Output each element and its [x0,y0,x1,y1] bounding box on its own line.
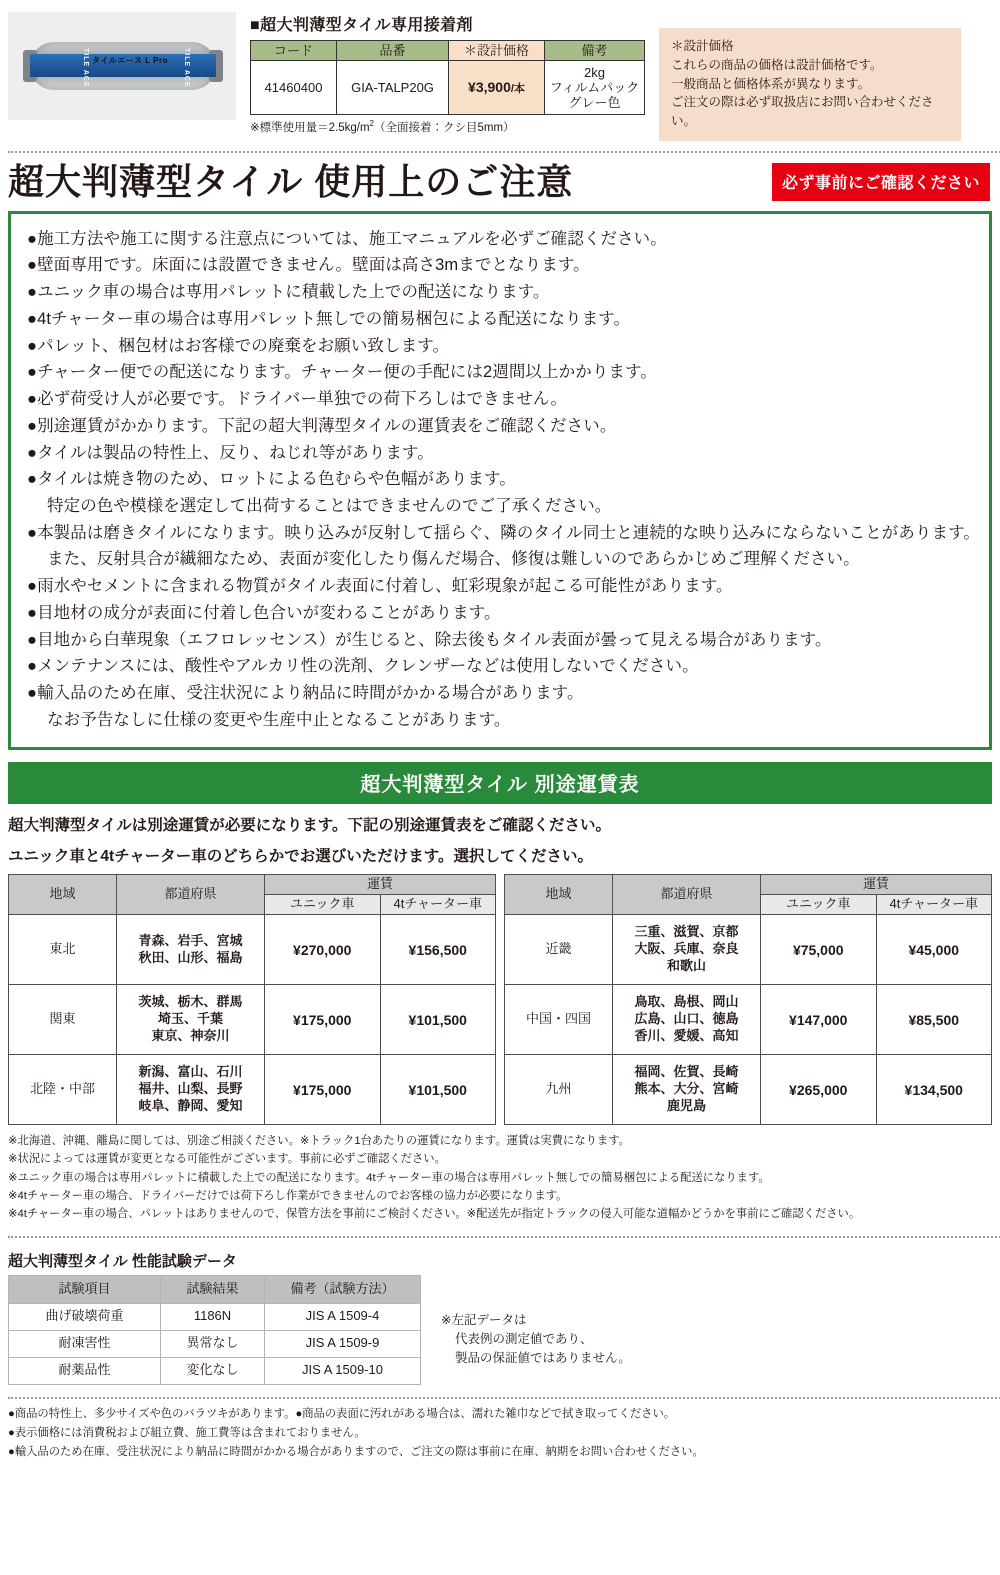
freight-table-left [8,874,496,1125]
cell-region: 近畿 [505,915,613,985]
prefecture-line: 青森、岩手、宮城 [138,932,243,948]
table-row [505,915,992,985]
table-row [9,1357,421,1384]
prefecture-line: 埼玉、千葉 [157,1011,223,1027]
cell-prefectures [613,915,761,985]
adhesive-tube-graphic [30,42,216,90]
test-data-flex [8,1275,992,1385]
cell-remark [545,61,645,115]
cell-unic-fare: ¥147,000 [761,985,877,1055]
freight-note: ※北海道、沖縄、離島に関しては、別途ご相談ください。※トラック1台あたりの運賃になります。運賃は実費になります。 [8,1135,630,1148]
cell-unic-fare: ¥75,000 [761,915,877,985]
caution-item: ●目地から白華現象（エフロレッセンス）が生じると、除去後もタイル表面が曇って見える場合があります。 [27,630,832,649]
tube-brand-text: タイルエース L Pro [92,56,168,65]
cell-prefectures [613,985,761,1055]
cell-region: 北陸・中部 [9,1055,117,1125]
prefecture-line: 岐阜、静岡、愛知 [138,1098,243,1114]
remark-line-3: グレー色 [568,95,621,111]
cell-prefectures [117,1055,265,1125]
test-data-note [441,1311,631,1368]
cell-unic-fare: ¥175,000 [265,985,381,1055]
prefecture-line: 鳥取、島根、岡山 [634,994,739,1010]
prefecture-line: 茨城、栃木、群馬 [138,994,243,1010]
caution-subline: なお予告なしに仕様の変更や生産中止となることがあります。 [47,710,511,729]
test-data-title: 超大判薄型タイル 性能試験データ [8,1252,237,1270]
table-row [9,1303,421,1330]
cell-charter-fare: ¥134,500 [876,1055,992,1125]
cell-charter-fare: ¥101,500 [380,985,496,1055]
test-note-line-3: 製品の保証値ではありません。 [455,1350,631,1365]
header-price: ＊設計価格 [449,41,545,61]
cell-test-result: 異常なし [161,1330,265,1357]
prefecture-line: 大阪、兵庫、奈良 [634,941,739,957]
header-unic: ユニック車 [265,895,381,915]
cell-prefectures [117,915,265,985]
prefecture-line: 秋田、山形、福島 [138,949,243,965]
cell-charter-fare: ¥45,000 [876,915,992,985]
prefecture-line: 福井、山梨、長野 [138,1081,243,1097]
cell-charter-fare: ¥85,500 [876,985,992,1055]
freight-table-right [504,874,992,1125]
design-price-note-line-3: 一般商品と価格体系が異なります。 [671,76,871,91]
table-header-row [251,41,645,61]
cell-test-method: JIS A 1509-4 [265,1303,421,1330]
cell-region: 東北 [9,915,117,985]
page-title: 超大判薄型タイル 使用上のご注意 [8,160,574,202]
header-charter: 4tチャーター車 [876,895,992,915]
cell-charter-fare: ¥156,500 [380,915,496,985]
cell-test-item: 耐薬品性 [9,1357,161,1384]
footer-notes [8,1405,992,1462]
caution-item: ●本製品は磨きタイルになります。映り込みが反射して揺らぐ、隣のタイル同士と連続的な映り込みにならないことがあります。 [27,523,980,542]
cell-test-result: 変化なし [161,1357,265,1384]
price-value: ¥3,900 [468,79,511,96]
table-row [251,61,645,115]
header-model: 品番 [337,41,449,61]
must-check-badge: 必ず事前にご確認ください [772,163,990,201]
test-note-line-1: ※左記データは [441,1312,527,1327]
adhesive-section [0,0,1000,141]
caution-header [0,153,1000,205]
freight-left-body [9,915,496,1125]
freight-lead-1: 超大判薄型タイルは別途運賃が必要になります。下記の別途運賃表をご確認ください。 [8,817,611,835]
header-region: 地域 [505,875,613,915]
footer-note: ●輸入品のため在庫、受注状況により納品に時間がかかる場合がありますので、ご注文の際は事前に在庫、納期をお問い合わせください。 [8,1445,704,1458]
cell-test-item: 耐凍害性 [9,1330,161,1357]
cell-code: 41460400 [251,61,337,115]
adhesive-table [250,40,645,115]
prefecture-line: 福岡、佐賀、長崎 [634,1064,739,1080]
prefecture-line: 香川、愛媛、高知 [634,1028,739,1044]
header-remark: 備考 [545,41,645,61]
freight-right-body [505,915,992,1125]
cell-price [449,61,545,115]
table-row [9,985,496,1055]
cell-prefectures [117,985,265,1055]
caution-subline: また、反射具合が繊細なため、表面が変化したり傷んだ場合、修復は難しいのであらかじめご理解ください。 [47,550,860,569]
prefecture-line: 新潟、富山、石川 [138,1064,243,1080]
remark-line-1: 2kg [584,64,605,80]
cell-unic-fare: ¥175,000 [265,1055,381,1125]
design-price-note-box [659,28,961,141]
table-row [9,1055,496,1125]
freight-note: ※4tチャーター車の場合、パレットはありませんので、保管方法を事前にご検討ください。※配送先が指定トラックの侵入可能な道幅かどうかを事前にご確認ください。 [8,1208,861,1221]
test-note-line-2: 代表例の測定値であり、 [455,1331,593,1346]
header-unic: ユニック車 [761,895,877,915]
divider-test [8,1236,1000,1238]
prefecture-line: 和歌山 [666,958,706,974]
caution-item: ●ユニック車の場合は専用パレットに積載した上での配送になります。 [27,283,550,302]
remark-line-2: フィルムパック [549,80,640,96]
caution-item: ●壁面専用です。床面には設置できません。壁面は高さ3mまでとなります。 [27,256,590,275]
freight-notes [8,1132,992,1223]
usage-note-superscript: 2 [369,119,374,129]
caution-item: ●目地材の成分が表面に付着し色合いが変わることがあります。 [27,603,501,622]
cell-charter-fare: ¥101,500 [380,1055,496,1125]
freight-note: ※ユニック車の場合は専用パレットに積載した上での配送になります。4tチャーター車の場合は専用パレット無しでの簡易梱包による配送になります。 [8,1171,770,1184]
cell-region: 中国・四国 [505,985,613,1055]
cell-unic-fare: ¥270,000 [265,915,381,985]
prefecture-line: 東京、神奈川 [151,1028,230,1044]
test-data-table [8,1275,421,1385]
header-test-result: 試験結果 [161,1275,265,1303]
caution-item: ●チャーター便での配送になります。チャーター便の手配には2週間以上かかります。 [27,363,657,382]
design-price-note-line-1: ＊設計価格 [671,39,734,53]
caution-list-box [8,211,992,751]
adhesive-usage-note [250,119,645,135]
footer-note: ●商品の特性上、多少サイズや色のバラツキがあります。●商品の表面に汚れがある場合は、濡れた雑巾などで拭き取ってください。 [8,1407,676,1420]
cell-region: 関東 [9,985,117,1055]
freight-lead-2: ユニック車と4tチャーター車のどちらかでお選びいただけます。選択してください。 [8,848,593,866]
cell-model: GIA-TALP20G [337,61,449,115]
product-photo [8,12,236,120]
prefecture-line: 広島、山口、徳島 [634,1011,739,1027]
caution-subline: 特定の色や模様を選定して出荷することはできませんのでご了承ください。 [47,496,612,515]
header-region: 地域 [9,875,117,915]
caution-item: ●別途運賃がかかります。下記の超大判薄型タイルの運賃表をご確認ください。 [27,416,617,435]
tube-vertical-text-right: TILE ACE [183,48,190,88]
test-data-section [8,1250,992,1385]
table-row [505,1055,992,1125]
cell-test-method: JIS A 1509-9 [265,1330,421,1357]
table-header-row [9,875,496,895]
price-unit: /本 [510,83,525,96]
prefecture-line: 鹿児島 [666,1098,706,1114]
header-fare: 運賃 [761,875,992,895]
prefecture-line: 三重、滋賀、京都 [634,924,739,940]
footer-note: ●表示価格には消費税および組立費、施工費等は含まれておりません。 [8,1426,366,1439]
caution-item: ●雨水やセメントに含まれる物質がタイル表面に付着し、虹彩現象が起こる可能性があります。 [27,577,733,596]
header-test-method: 備考（試験方法） [265,1275,421,1303]
caution-item: ●輸入品のため在庫、受注状況により納品に時間がかかる場合があります。 [27,683,584,702]
cell-prefectures [613,1055,761,1125]
caution-item: ●タイルは焼き物のため、ロットによる色むらや色幅があります。 [27,470,516,489]
table-row [9,915,496,985]
prefecture-line: 熊本、大分、宮崎 [634,1081,739,1097]
tube-vertical-text-left: TILE ACE [82,48,89,88]
usage-note-pre: ※標準使用量＝2.5kg/m [250,122,370,135]
caution-item: ●タイルは製品の特性上、反り、ねじれ等があります。 [27,443,434,462]
header-prefecture: 都道府県 [613,875,761,915]
caution-item: ●必ず荷受け人が必要です。ドライバー単独での荷下ろしはできません。 [27,390,568,409]
caution-item: ●メンテナンスには、酸性やアルカリ性の洗剤、クレンザーなどは使用しないでください。 [27,657,699,676]
freight-note: ※状況によっては運賃が変更となる可能性がございます。事前に必ずご確認ください。 [8,1153,446,1166]
header-fare: 運賃 [265,875,496,895]
header-prefecture: 都道府県 [117,875,265,915]
cell-region: 九州 [505,1055,613,1125]
cell-test-method: JIS A 1509-10 [265,1357,421,1384]
usage-note-post: （全面接着：クシ目5mm） [374,122,515,135]
table-header-row [9,1275,421,1303]
table-header-row [505,875,992,895]
freight-note: ※4tチャーター車の場合、ドライバーだけでは荷下ろし作業ができませんのでお客様の協力が必要になります。 [8,1190,568,1203]
adhesive-title: ■超大判薄型タイル専用接着剤 [250,17,473,34]
caution-item: ●パレット、梱包材はお客様での廃棄をお願い致します。 [27,336,450,355]
caution-item: ●4tチャーター車の場合は専用パレット無しでの簡易梱包による配送になります。 [27,309,631,328]
table-row [505,985,992,1055]
table-row [9,1330,421,1357]
freight-tables [8,874,992,1125]
design-price-note-line-2: これらの商品の価格は設計価格です。 [671,57,883,72]
header-charter: 4tチャーター車 [380,895,496,915]
header-code: コード [251,41,337,61]
caution-item: ●施工方法や施工に関する注意点については、施工マニュアルを必ずご確認ください。 [27,229,667,248]
header-test-item: 試験項目 [9,1275,161,1303]
cell-test-item: 曲げ破壊荷重 [9,1303,161,1330]
test-data-body [9,1303,421,1384]
divider-footer [8,1397,1000,1399]
cell-test-result: 1186N [161,1303,265,1330]
adhesive-table-wrapper [250,12,645,135]
freight-banner: 超大判薄型タイル 別途運賃表 [8,762,992,804]
design-price-note-line-4: ご注文の際は必ず取扱店にお問い合わせください。 [671,95,934,128]
cell-unic-fare: ¥265,000 [761,1055,877,1125]
